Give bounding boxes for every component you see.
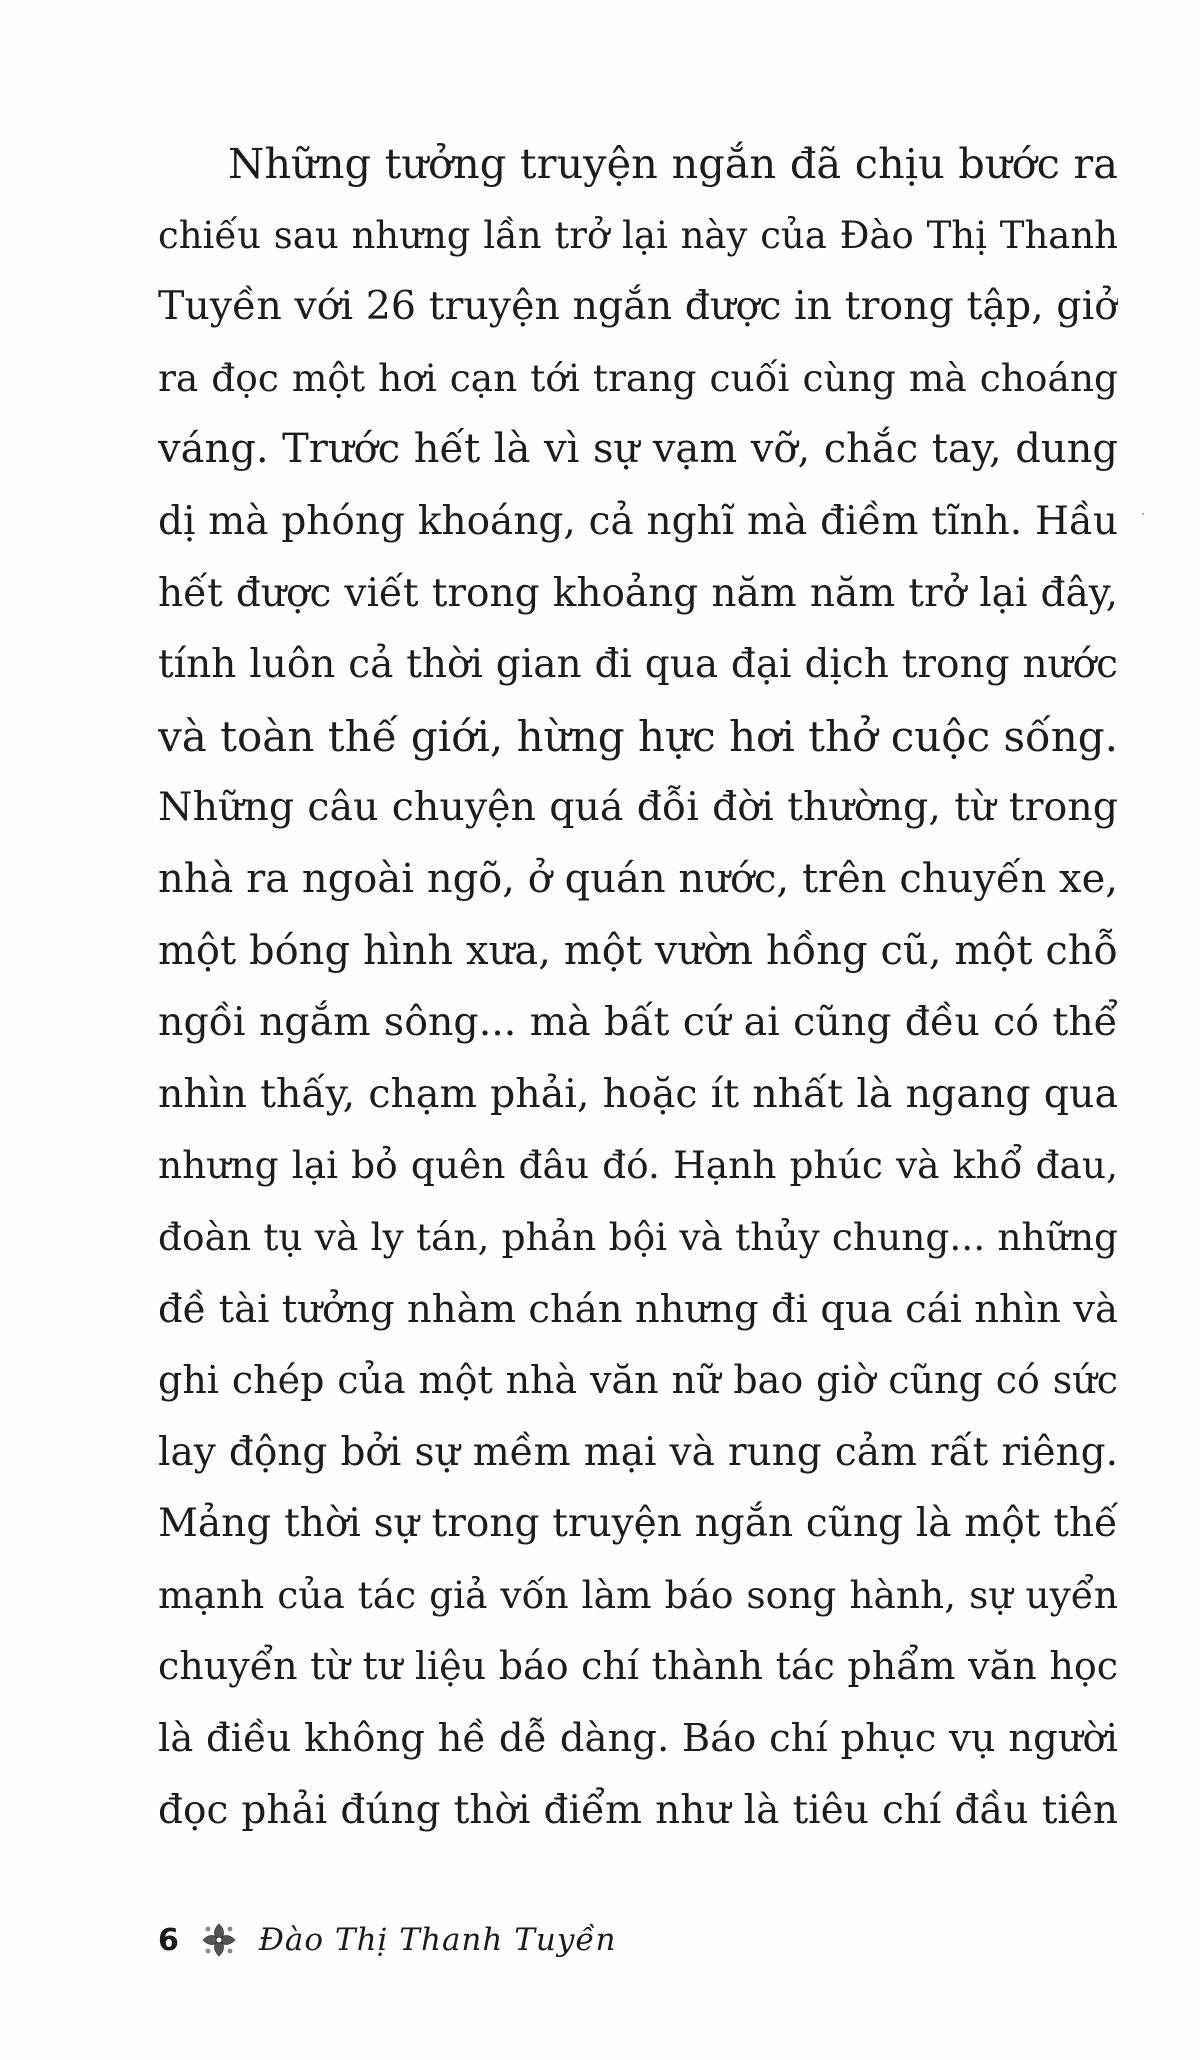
body-paragraph <box>158 128 1118 1846</box>
text-line: nhìn thấy, chạm phải, hoặc ít nhất là ngang qua <box>158 1070 1118 1117</box>
text-line: nhà ra ngoài ngõ, ở quán nước, trên chuyến xe, <box>158 855 1118 902</box>
text-line: ngồi ngắm sông... mà bất cứ ai cũng đều có thể <box>158 999 1118 1046</box>
text-line: dị mà phóng khoáng, cả nghĩ mà điềm tĩnh. Hầu <box>158 498 1118 544</box>
text-line: và toàn thế giới, hừng hực hơi thở cuộc sống. <box>158 711 1118 761</box>
paper-speck <box>1142 513 1144 515</box>
text-line: Mảng thời sự trong truyện ngắn cũng là một thế <box>158 1501 1118 1547</box>
text-line: chuyển từ tư liệu báo chí thành tác phẩm văn học <box>158 1644 1118 1689</box>
author-signature: Đào Thị Thanh Tuyền <box>258 1922 617 1958</box>
text-line: mạnh của tác giả vốn làm báo song hành, sự uyển <box>158 1572 1118 1617</box>
leaf-ornament-icon <box>199 1920 239 1960</box>
text-line: nhưng lại bỏ quên đâu đó. Hạnh phúc và khổ đau, <box>158 1143 1118 1188</box>
text-line: đoàn tụ và ly tán, phản bội và thủy chung... những <box>158 1214 1118 1259</box>
text-line: là điều không hề dễ dàng. Báo chí phục vụ người <box>158 1716 1118 1762</box>
text-line: tính luôn cả thời gian đi qua đại dịch trong nước <box>158 642 1118 688</box>
text-line: ra đọc một hơi cạn tới trang cuối cùng mà choáng <box>158 355 1118 400</box>
text-line: chiếu sau nhưng lần trở lại này của Đào Thị Thanh <box>158 213 1118 257</box>
text-line: đọc phải đúng thời điểm như là tiêu chí đầu tiên <box>158 1787 1118 1833</box>
text-line: Những câu chuyện quá đỗi đời thường, từ trong <box>158 784 1118 831</box>
text-line: ghi chép của một nhà văn nữ bao giờ cũng có sức <box>158 1358 1118 1403</box>
page-number: 6 <box>158 1922 179 1958</box>
text-line: đề tài tưởng nhàm chán nhưng đi qua cái nhìn và <box>158 1286 1118 1332</box>
text-line: Tuyền với 26 truyện ngắn được in trong tập, giở <box>158 283 1118 330</box>
page-footer <box>158 1910 616 1970</box>
text-line: váng. Trước hết là vì sự vạm vỡ, chắc tay, dung <box>158 426 1118 473</box>
text-line: Những tưởng truyện ngắn đã chịu bước ra <box>228 139 1118 188</box>
text-line: một bóng hình xưa, một vườn hồng cũ, một chỗ <box>158 927 1118 974</box>
text-line: lay động bởi sự mềm mại và rung cảm rất riêng. <box>158 1429 1118 1475</box>
text-line: hết được viết trong khoảng năm năm trở lại đây, <box>158 570 1118 616</box>
